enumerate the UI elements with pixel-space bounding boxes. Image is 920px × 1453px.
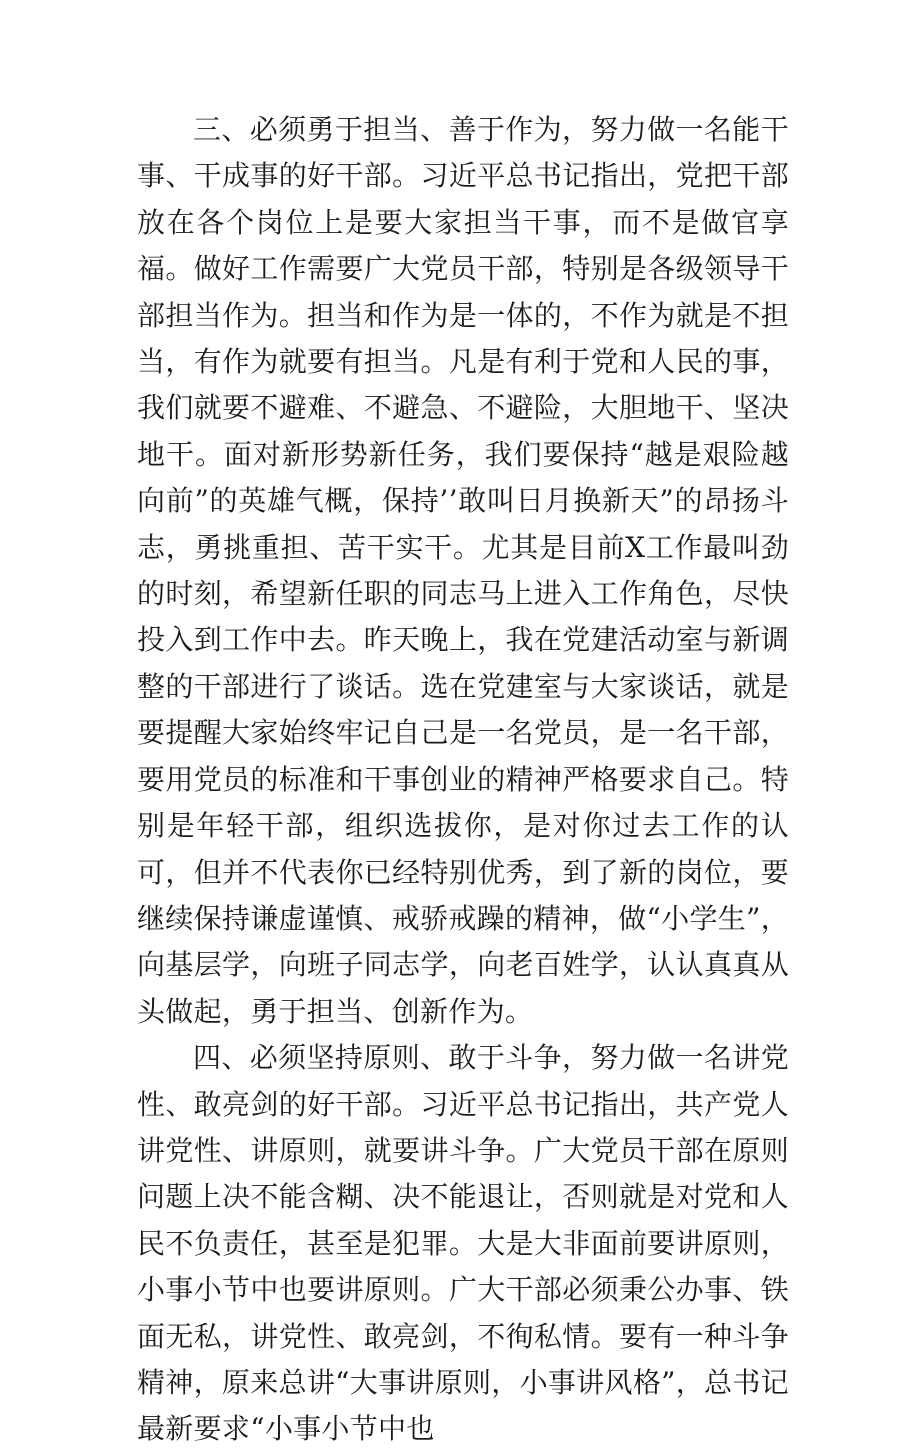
paragraph-section-four: 四、必须坚持原则、敢于斗争，努力做一名讲党性、敢亮剑的好干部。习近平总书记指出，共产党人讲党性、讲原则，就要讲斗争。广大党员干部在原则问题上决不能含糊、决不能退让，否则就是对党和人民不负责任，甚至是犯罪。大是大非面前要讲原则，小事小节中也要讲原则。广大干部必须秉公办事、铁面无私，讲党性、敢亮剑，不徇私情。要有一种斗争精神，原来总讲“大事讲原则，小事讲风格”，总书记最新要求“小事小节中也 <box>137 1041 789 1446</box>
document-body <box>137 107 789 1453</box>
paragraph-section-three: 三、必须勇于担当、善于作为，努力做一名能干事、干成事的好干部。习近平总书记指出，党把干部放在各个岗位上是要大家担当干事，而不是做官享福。做好工作需要广大党员干部，特别是各级领导干部担当作为。担当和作为是一体的，不作为就是不担当，有作为就要有担当。凡是有利于党和人民的事，我们就要不避难、不避急、不避险，大胆地干、坚决地干。面对新形势新任务，我们要保持“越是艰险越向前”的英雄气概，保持’’敢叫日月换新天”的昂扬斗志，勇挑重担、苦干实干。尤其是目前X工作最叫劲的时刻，希望新任职的同志马上进入工作角色，尽快投入到工作中去。昨天晚上，我在党建活动室与新调整的干部进行了谈话。选在党建室与大家谈话，就是要提醒大家始终牢记自己是一名党员，是一名干部，要用党员的标准和干事创业的精神严格要求自己。特别是年轻干部，组织选拔你，是对你过去工作的认可，但并不代表你已经特别优秀，到了新的岗位，要继续保持谦虚谨慎、戒骄戒躁的精神，做“小学生”，向基层学，向班子同志学，向老百姓学，认认真真从头做起，勇于担当、创新作为。 <box>137 113 789 1028</box>
